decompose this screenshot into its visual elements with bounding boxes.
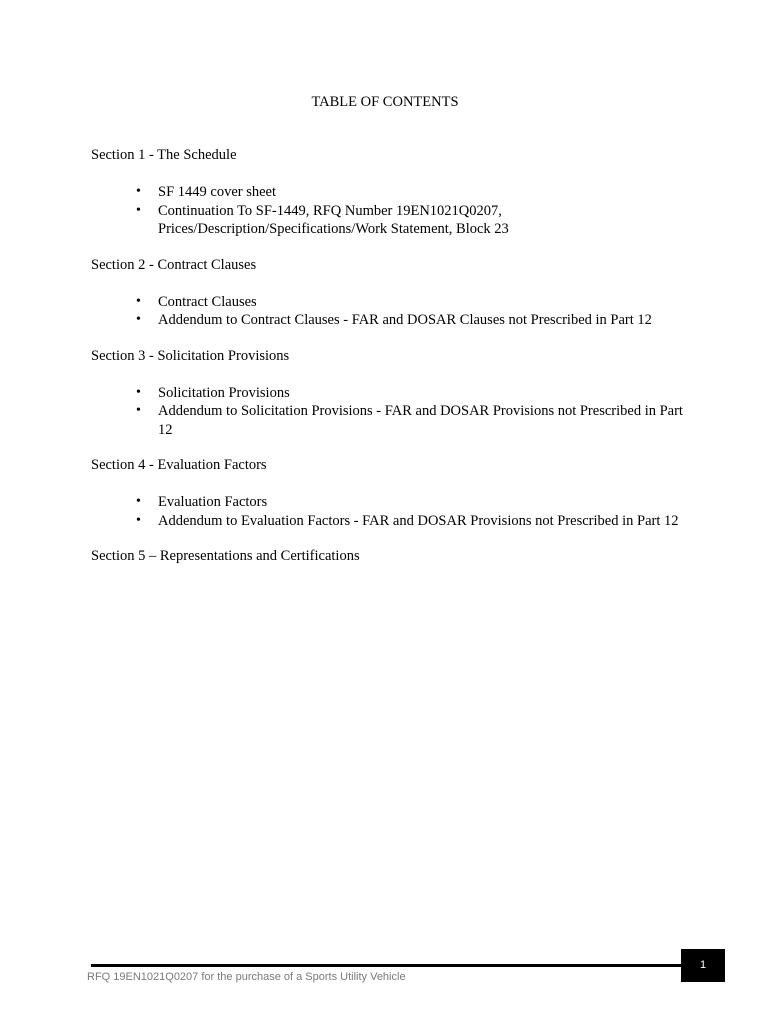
toc-section-4 (91, 456, 691, 530)
list-item (91, 311, 691, 330)
bullet-icon: • (136, 293, 141, 309)
list-item-text: Evaluation Factors (158, 494, 268, 510)
bullet-icon: • (136, 384, 141, 400)
list-item-text: Addendum to Contract Clauses - FAR and DOSAR Clauses not Prescribed in Part 12 (158, 312, 652, 328)
section-heading: Section 1 - The Schedule (91, 147, 237, 163)
bullet-icon: • (136, 184, 141, 199)
bullet-icon: • (136, 494, 141, 509)
bullet-icon: • (136, 312, 141, 327)
section-heading: Section 3 - Solicitation Provisions (91, 347, 290, 364)
list-item (91, 384, 691, 403)
section-heading: Section 2 - Contract Clauses (91, 256, 257, 273)
list-item (91, 512, 691, 531)
list-item (91, 293, 691, 312)
list-item (91, 402, 691, 439)
page-number: 1 (681, 949, 725, 982)
list-item (91, 493, 691, 512)
toc-section-5 (91, 547, 691, 565)
list-item-text: Continuation To SF-1449, RFQ Number 19EN1021Q0207, Prices/Description/Specifications/Work Statement, Block 23 (158, 202, 509, 237)
bullet-icon: • (136, 512, 141, 528)
toc-section-1 (91, 146, 691, 239)
list-item-text: SF 1449 cover sheet (158, 184, 276, 200)
table-of-contents (91, 146, 691, 584)
section-heading: Section 5 – Representations and Certifications (91, 548, 360, 564)
section-item-list (91, 493, 691, 530)
toc-section-2 (91, 256, 691, 330)
section-item-list (91, 293, 691, 330)
page-title: TABLE OF CONTENTS (311, 94, 459, 110)
bullet-icon: • (136, 403, 141, 418)
list-item (91, 183, 691, 202)
list-item-text: Contract Clauses (158, 293, 257, 310)
section-heading: Section 4 - Evaluation Factors (91, 457, 267, 473)
section-item-list (91, 384, 691, 440)
footer-text: RFQ 19EN1021Q0207 for the purchase of a Sports Utility Vehicle (87, 971, 406, 983)
section-item-list (91, 183, 691, 239)
list-item-text: Addendum to Evaluation Factors - FAR and DOSAR Provisions not Prescribed in Part 12 (158, 512, 679, 529)
bullet-icon: • (136, 202, 141, 218)
list-item-text: Addendum to Solicitation Provisions - FAR and DOSAR Provisions not Prescribed in Part 12 (158, 403, 683, 438)
toc-section-3 (91, 347, 691, 440)
footer-divider (91, 964, 681, 967)
list-item-text: Solicitation Provisions (158, 384, 290, 401)
list-item (91, 202, 691, 239)
